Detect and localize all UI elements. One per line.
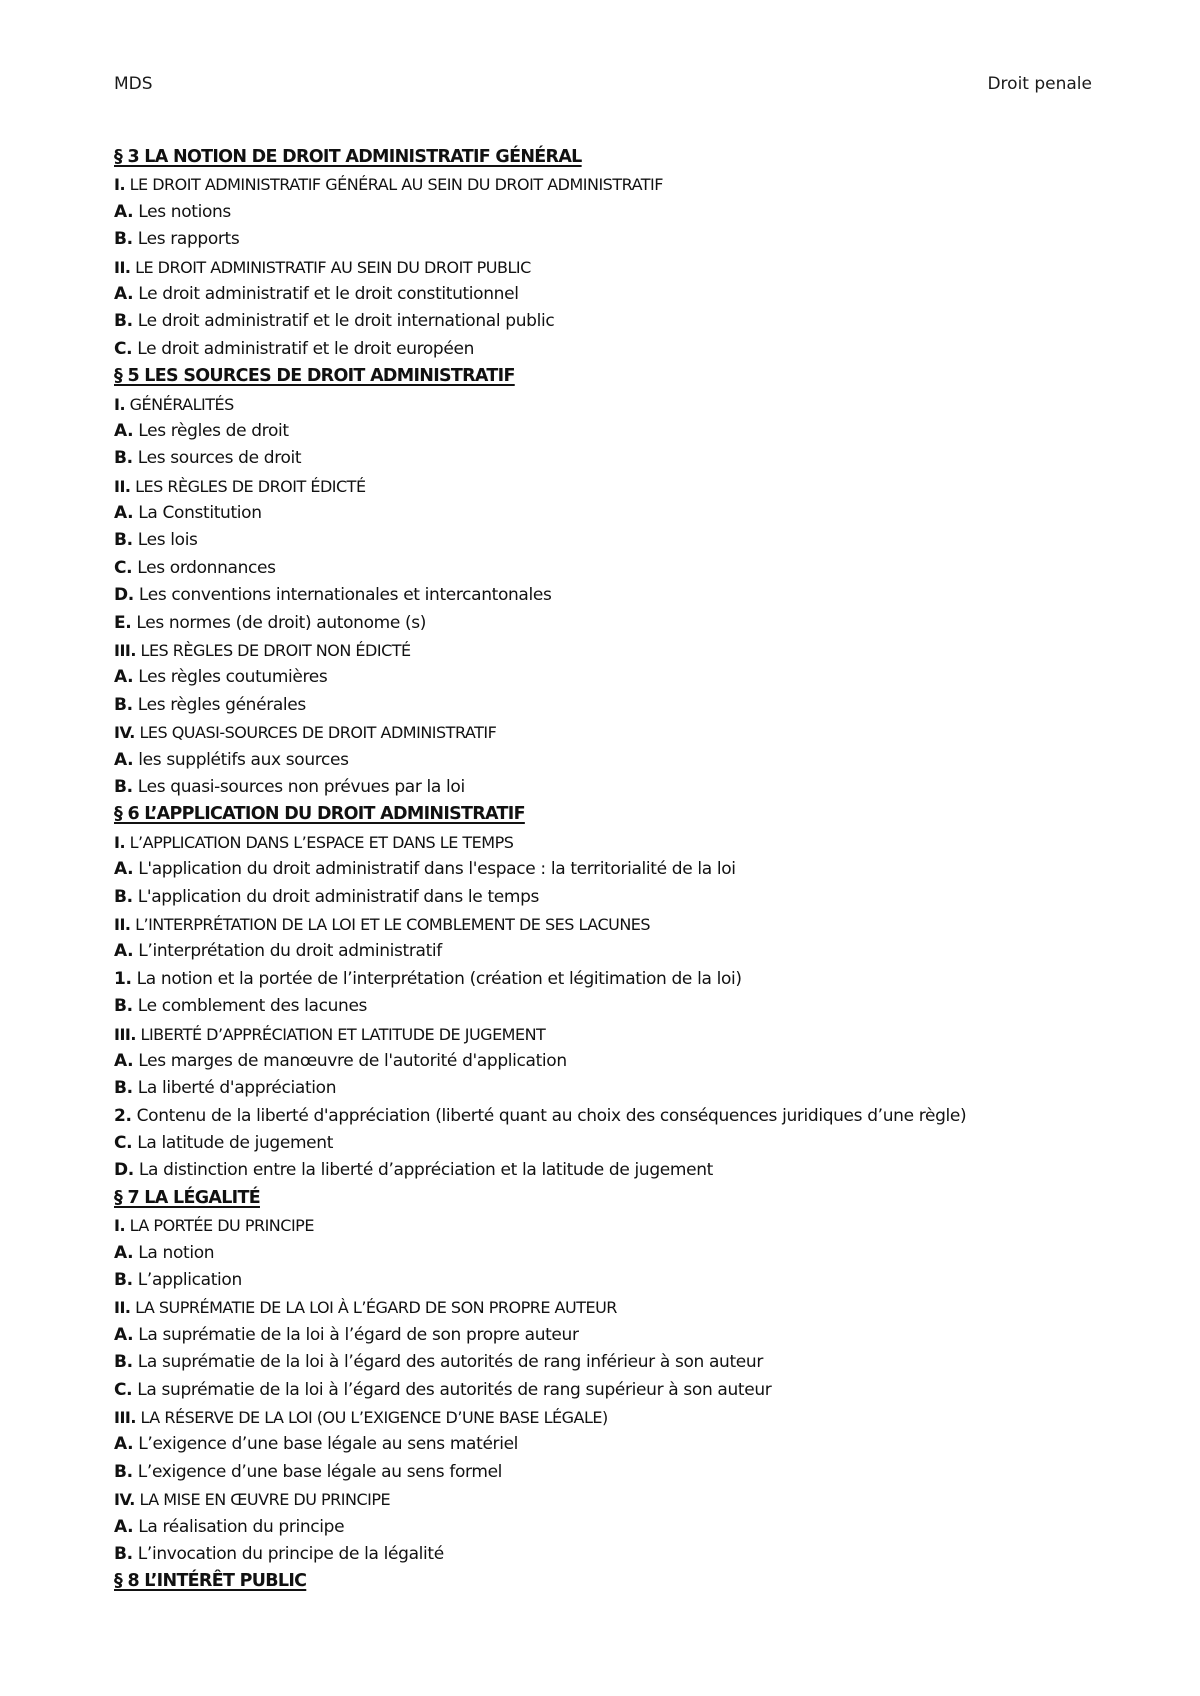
outline-text: L’interprétation du droit administratif [133,941,442,962]
outline-item [114,1103,1104,1130]
outline-item [114,1322,1104,1349]
outline-text: L'application du droit administratif dans l'espace : la territorialité de la loi [133,859,736,880]
section-heading: § 5 LES SOURCES DE DROIT ADMINISTRATIF [114,366,515,387]
outline-chapter [114,1294,1104,1321]
outline-item [114,555,1104,582]
outline-chapter [114,719,1104,746]
outline-text: La latitude de jugement [132,1133,334,1154]
outline-text: Les lois [132,530,198,551]
outline-text: LE DROIT ADMINISTRATIF AU SEIN DU DROIT PUBLIC [130,257,531,277]
outline-label: A. [114,1050,134,1071]
outline-label: A. [114,1516,134,1537]
header-left-text: MDS [114,74,153,94]
outline-text: Les règles de droit [133,420,289,441]
outline-text: La liberté d'appréciation [132,1078,337,1099]
outline-item [114,500,1104,527]
outline-chapter [114,1486,1104,1513]
outline-item [114,1514,1104,1541]
outline-text: LE DROIT ADMINISTRATIF GÉNÉRAL AU SEIN DU DROIT ADMINISTRATIF [125,175,663,195]
outline-item [114,1349,1104,1376]
outline-text: La suprématie de la loi à l’égard de son propre auteur [133,1324,579,1345]
outline-item [114,884,1104,911]
outline-label: B. [114,1461,133,1482]
outline-label: A. [114,941,134,962]
outline-text: L’application [132,1270,242,1291]
outline-item [114,664,1104,691]
outline-item [114,1541,1104,1568]
outline-item [114,1075,1104,1102]
outline-label: III. [114,641,136,661]
outline-item [114,582,1104,609]
section-heading: § 8 L’INTÉRÊT PUBLIC [114,1571,307,1592]
outline-text: La Constitution [133,503,262,524]
outline-text: LA MISE EN ŒUVRE DU PRINCIPE [134,1490,391,1510]
outline-label: B. [114,311,133,332]
outline-item [114,774,1104,801]
outline-label: B. [114,694,133,715]
outline-item [114,1459,1104,1486]
outline-text: Les rapports [132,229,240,250]
outline-label: II. [114,1298,131,1318]
outline-text: L’exigence d’une base légale au sens formel [132,1461,503,1482]
outline-label: IV. [114,1490,135,1510]
outline-text: Contenu de la liberté d'appréciation (liberté quant au choix des conséquences juridiques d’une règle) [131,1105,967,1126]
outline-text: Le droit administratif et le droit constitutionnel [133,283,519,304]
outline-text: GÉNÉRALITÉS [125,394,234,414]
outline-text: Le droit administratif et le droit international public [132,311,555,332]
outline-label: 2. [114,1105,132,1126]
outline-item [114,692,1104,719]
outline-label: C. [114,557,133,578]
outline-item [114,610,1104,637]
outline-item [114,1240,1104,1267]
outline-item [114,1267,1104,1294]
outline-item [114,938,1104,965]
outline-text: LIBERTÉ D’APPRÉCIATION ET LATITUDE DE JUGEMENT [135,1024,546,1044]
outline-label: B. [114,1352,133,1373]
outline-text: La suprématie de la loi à l’égard des autorités de rang supérieur à son auteur [132,1379,772,1400]
outline-item [114,1157,1104,1184]
outline-item [114,418,1104,445]
outline-text: Les normes (de droit) autonome (s) [131,612,427,633]
outline-text: La réalisation du principe [133,1516,345,1537]
outline-label: I. [114,1216,126,1236]
outline-item [114,747,1104,774]
outline-text: LES RÈGLES DE DROIT NON ÉDICTÉ [135,641,411,661]
outline-item [114,445,1104,472]
outline-text: Les quasi-sources non prévues par la loi [132,776,465,797]
outline-text: Les ordonnances [132,557,276,578]
outline-item [114,199,1104,226]
outline-label: I. [114,394,126,414]
outline-label: A. [114,420,134,441]
outline-label: A. [114,1434,134,1455]
outline-item [114,856,1104,883]
outline-text: LA PORTÉE DU PRINCIPE [125,1216,314,1236]
outline-item [114,1377,1104,1404]
outline-chapter [114,637,1104,664]
outline-item [114,1130,1104,1157]
outline-label: A. [114,1324,134,1345]
outline-chapter [114,1021,1104,1048]
outline-label: E. [114,612,132,633]
outline-item [114,336,1104,363]
section-heading: § 6 L’APPLICATION DU DROIT ADMINISTRATIF [114,804,525,825]
outline-text: Les conventions internationales et intercantonales [133,585,552,606]
outline-text: L'application du droit administratif dans le temps [132,886,540,907]
outline-text: Les notions [133,201,231,222]
header-right-text: Droit penale [987,74,1092,94]
outline-item [114,226,1104,253]
outline-chapter [114,911,1104,938]
outline-label: D. [114,585,134,606]
outline-label: A. [114,201,134,222]
outline-text: Les sources de droit [132,448,302,469]
outline-label: A. [114,503,134,524]
outline-chapter [114,1404,1104,1431]
outline-chapter [114,254,1104,281]
outline-text: LES QUASI-SOURCES DE DROIT ADMINISTRATIF [134,723,497,743]
outline-label: B. [114,1270,133,1291]
outline-label: III. [114,1024,136,1044]
outline-label: B. [114,530,133,551]
outline-item [114,281,1104,308]
outline-label: A. [114,667,134,688]
outline-label: B. [114,229,133,250]
outline-label: 1. [114,968,132,989]
outline-text: L’invocation du principe de la légalité [132,1543,444,1564]
outline-text: Le droit administratif et le droit européen [132,338,475,359]
outline-text: La suprématie de la loi à l’égard des autorités de rang inférieur à son auteur [132,1352,763,1373]
outline-label: A. [114,749,134,770]
outline-text: L’INTERPRÉTATION DE LA LOI ET LE COMBLEMENT DE SES LACUNES [130,914,651,934]
section-heading: § 7 LA LÉGALITÉ [114,1187,260,1208]
outline-label: C. [114,1379,133,1400]
outline-chapter [114,473,1104,500]
outline-text: L’APPLICATION DANS L’ESPACE ET DANS LE TEMPS [125,832,514,852]
outline-text: Les règles coutumières [133,667,328,688]
outline-label: A. [114,1242,134,1263]
outline-label: B. [114,1543,133,1564]
outline-chapter [114,829,1104,856]
outline-label: B. [114,776,133,797]
outline-text: Les marges de manœuvre de l'autorité d'application [133,1050,567,1071]
outline-label: III. [114,1407,136,1427]
outline-label: D. [114,1160,134,1181]
outline-label: II. [114,257,131,277]
document-body [114,144,1104,1596]
outline-label: I. [114,175,126,195]
outline-item [114,527,1104,554]
outline-text: les supplétifs aux sources [133,749,349,770]
outline-text: La notion et la portée de l’interprétation (création et légitimation de la loi) [131,968,742,989]
outline-chapter [114,171,1104,198]
section-heading: § 3 LA NOTION DE DROIT ADMINISTRATIF GÉNÉRAL [114,147,582,167]
outline-label: II. [114,914,131,934]
outline-text: LA SUPRÉMATIE DE LA LOI À L’ÉGARD DE SON PROPRE AUTEUR [130,1298,617,1318]
outline-text: L’exigence d’une base légale au sens matériel [133,1434,519,1455]
outline-text: La notion [133,1242,215,1263]
outline-chapter [114,1212,1104,1239]
outline-label: C. [114,1133,133,1154]
outline-label: B. [114,886,133,907]
outline-label: B. [114,1078,133,1099]
outline-label: A. [114,859,134,880]
outline-item [114,1431,1104,1458]
outline-label: A. [114,283,134,304]
outline-text: La distinction entre la liberté d’appréciation et la latitude de jugement [133,1160,713,1181]
outline-label: II. [114,476,131,496]
outline-item [114,966,1104,993]
outline-item [114,993,1104,1020]
page-header [114,74,1092,94]
outline-label: C. [114,338,133,359]
outline-label: IV. [114,723,135,743]
outline-label: B. [114,448,133,469]
outline-text: Le comblement des lacunes [132,996,368,1017]
outline-label: I. [114,832,126,852]
outline-chapter [114,391,1104,418]
outline-item [114,308,1104,335]
outline-text: LA RÉSERVE DE LA LOI (OU L’EXIGENCE D’UNE BASE LÉGALE) [135,1407,608,1427]
outline-label: B. [114,996,133,1017]
outline-text: Les règles générales [132,694,306,715]
outline-text: LES RÈGLES DE DROIT ÉDICTÉ [130,476,366,496]
outline-item [114,1048,1104,1075]
